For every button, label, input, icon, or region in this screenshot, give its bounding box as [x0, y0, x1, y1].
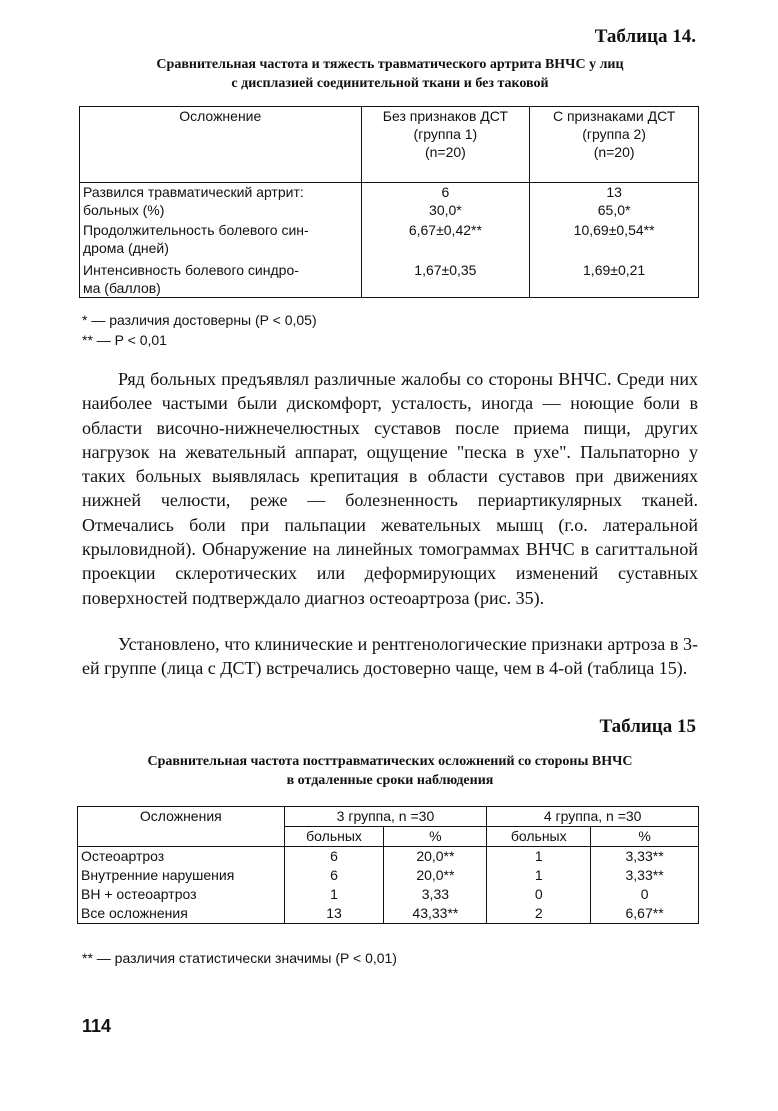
table-14-caption — [80, 55, 700, 93]
table-row — [78, 904, 699, 924]
cell-g3-patients: 1 — [284, 885, 384, 904]
table-15-caption — [80, 752, 700, 790]
cell-group2: 10,69±0,54** — [530, 221, 699, 261]
table-14-note: ** — P < 0,01 — [82, 332, 167, 348]
table-14-header-group1 — [361, 107, 530, 183]
table-15-header-group4: 4 группа, n =30 — [487, 807, 699, 827]
table-14-caption-line1: Сравнительная частота и тяжесть травматического артрита ВНЧС у лиц — [156, 57, 624, 72]
table-15-header-group3: 3 группа, n =30 — [284, 807, 487, 827]
cell-g4-patients: 1 — [487, 847, 591, 867]
table-15-header-row — [78, 807, 699, 827]
subheader-percent: % — [591, 827, 699, 847]
table-row — [78, 885, 699, 904]
cell-g4-percent: 3,33** — [591, 866, 699, 885]
body-paragraph-1: Ряд больных предъявлял различные жалобы со стороны ВНЧС. Среди них наиболее частыми были дискомфорт, усталость, иногда — ноющие боли в области височно-нижнечелюстных суставов после приема пищи, других нагрузок на жевательный аппарат, ощущение "песка в ухе". Пальпаторно у таких больных выявлялась крепитация в области суставов при движениях нижней челюсти, реже — болезненность периартикулярных тканей. Отмечались боли при пальпации жевательных мышц (г.о. латеральной крыловидной). Обнаружение на линейных томограммах ВНЧС в сагиттальной проекции склеротических или деформирующих изменений суставных поверхностей подтверждало диагноз остеоартроза (рис. 35). — [82, 369, 698, 608]
table-15-header-complications: Осложнения — [78, 807, 285, 847]
row-label: Внутренние нарушения — [78, 866, 285, 885]
table-row — [80, 221, 699, 261]
cell-g4-percent: 0 — [591, 885, 699, 904]
row-label-line: дрома (дней) — [83, 240, 169, 256]
cell-g3-patients: 13 — [284, 904, 384, 924]
row-label-line: больных (%) — [83, 202, 165, 218]
row-label — [80, 221, 362, 261]
cell-value: 65,0* — [597, 202, 631, 218]
table-15-caption-line2: в отдаленные сроки наблюдения — [286, 773, 494, 788]
row-label: Остеоартроз — [78, 847, 285, 867]
cell-value: 6 — [441, 184, 450, 200]
table-14-header-group2 — [530, 107, 699, 183]
page-number: 114 — [82, 1016, 112, 1036]
body-paragraph-2: Установлено, что клинические и рентгенологические признаки артроза в 3-ей группе (лица с ДСТ) встречались достоверно чаще, чем в 4-ой (таблица 15). — [82, 634, 698, 679]
cell-g4-percent: 6,67** — [591, 904, 699, 924]
cell-g4-patients: 2 — [487, 904, 591, 924]
cell-g3-patients: 6 — [284, 847, 384, 867]
cell-group2: 1,69±0,21 — [530, 261, 699, 298]
subheader-patients: больных — [284, 827, 384, 847]
row-label-line: Развился травматический артрит: — [83, 184, 304, 200]
header-line: (группа 2) — [582, 126, 646, 142]
cell-g3-percent: 20,0** — [384, 866, 487, 885]
cell-g3-percent: 3,33 — [384, 885, 487, 904]
cell-group2 — [530, 183, 699, 222]
cell-g3-percent: 20,0** — [384, 847, 487, 867]
cell-group1: 1,67±0,35 — [361, 261, 530, 298]
header-line: (группа 1) — [413, 126, 478, 142]
header-line: Без признаков ДСТ — [382, 108, 508, 124]
header-line: (n=20) — [593, 144, 635, 160]
table-15-caption-line1: Сравнительная частота посттравматических осложнений со стороны ВНЧС — [147, 754, 633, 769]
cell-value: 30,0* — [429, 202, 462, 218]
table-15-label: Таблица 15 — [599, 716, 696, 737]
table-14-caption-line2: с дисплазией соединительной ткани и без таковой — [231, 76, 549, 91]
table-row — [80, 183, 699, 222]
cell-group1 — [361, 183, 530, 222]
row-label — [80, 261, 362, 298]
row-label-line: Продолжительность болевого син- — [83, 222, 309, 238]
cell-g3-patients: 6 — [284, 866, 384, 885]
table-14-notes — [82, 310, 317, 350]
cell-value: 13 — [606, 184, 622, 200]
table-14-note: * — различия достоверны (P < 0,05) — [82, 312, 317, 328]
cell-g3-percent: 43,33** — [384, 904, 487, 924]
subheader-percent: % — [384, 827, 487, 847]
cell-group1: 6,67±0,42** — [361, 221, 530, 261]
row-label — [80, 183, 362, 222]
table-row — [78, 847, 699, 867]
table-15-note: ** — различия статистически значимы (P < 0,01) — [82, 950, 397, 966]
table-row — [78, 866, 699, 885]
table-14-header-row — [80, 107, 699, 183]
cell-g4-patients: 1 — [487, 866, 591, 885]
subheader-patients: больных — [487, 827, 591, 847]
row-label-line: Интенсивность болевого синдро- — [83, 262, 299, 278]
header-line: С признаками ДСТ — [552, 108, 676, 124]
row-label-line: ма (баллов) — [83, 280, 161, 296]
row-label: Все осложнения — [78, 904, 285, 924]
table-15 — [77, 806, 699, 924]
cell-g4-percent: 3,33** — [591, 847, 699, 867]
table-14 — [79, 106, 699, 298]
table-14-label: Таблица 14. — [594, 26, 696, 47]
cell-g4-patients: 0 — [487, 885, 591, 904]
row-label: ВН + остеоартроз — [78, 885, 285, 904]
header-line: (n=20) — [424, 144, 466, 160]
table-14-header-complication: Осложнение — [80, 107, 362, 183]
table-row — [80, 261, 699, 298]
